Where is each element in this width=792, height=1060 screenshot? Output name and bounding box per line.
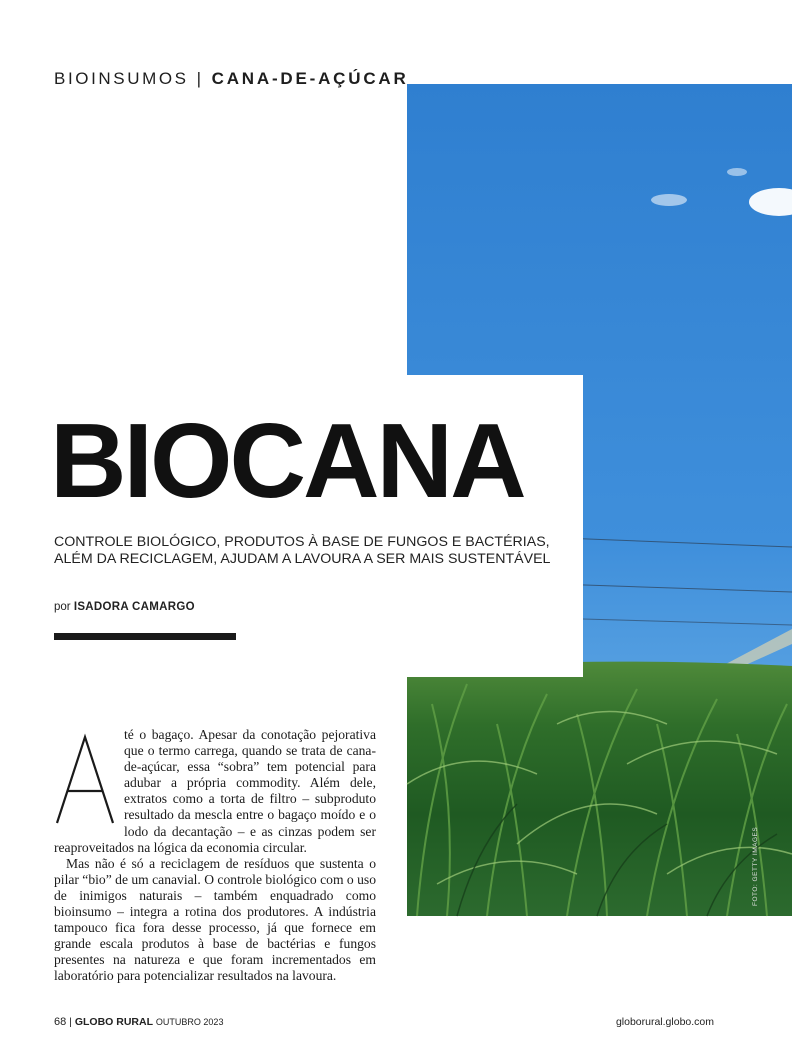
edition-date: OUTUBRO 2023: [155, 1017, 224, 1027]
section-label: BIOINSUMOS: [54, 69, 189, 88]
topic-label: CANA-DE-AÇÚCAR: [211, 69, 409, 88]
drop-cap-letter: A: [54, 709, 139, 850]
byline-prefix: por: [54, 601, 71, 613]
article-body: [54, 709, 377, 985]
author-name: ISADORA CAMARGO: [73, 601, 195, 613]
kicker-separator: |: [196, 69, 204, 88]
section-kicker: [54, 69, 409, 89]
magazine-name: GLOBO RURAL: [74, 1016, 153, 1028]
footer-folio: [54, 1016, 223, 1028]
photo-credit: FOTO: GETTY IMAGES: [752, 826, 759, 906]
paragraph-2: Mas não é só a reciclagem de resíduos que sustenta o pilar “bio” de um canavial. O controle biológico com o uso de inimigos naturais – também enquadrado como bioinsumo – integra a rotina dos produtores. A indústria tampouco fica fora desse processo, já que fornece em grande escala produtos à base de bactérias e fungos presentes na natureza e que foram incrementados em laboratório para potencializar resultados na lavoura.: [54, 855, 377, 984]
title-rule: [54, 633, 236, 640]
byline: [54, 601, 195, 613]
page-number: 68: [54, 1016, 67, 1028]
paragraph-1: [54, 709, 376, 856]
website-link: globorural.globo.com: [615, 1016, 714, 1028]
article-title: BIOCANA: [50, 402, 524, 520]
paragraph-1-text: té o bagaço. Apesar da conotação pejorativa que o termo carrega, quando se trata de cana-de-açúcar, essa “sobra” tem potencial para adubar a própria commodity. Além dele, extratos como a torta de filtro – subproduto resultado da mescla entre o bagaço moído e o lodo da decantação – e as cinzas podem ser reaproveitados na lógica da economia circular.: [54, 727, 376, 855]
footer-separator: |: [69, 1016, 72, 1028]
drop-cap: [54, 709, 139, 850]
article-subtitle: CONTROLE BIOLÓGICO, PRODUTOS À BASE DE FUNGOS E BACTÉRIAS, ALÉM DA RECICLAGEM, AJUDAM A LAVOURA A SER MAIS SUSTENTÁVEL: [54, 534, 551, 567]
